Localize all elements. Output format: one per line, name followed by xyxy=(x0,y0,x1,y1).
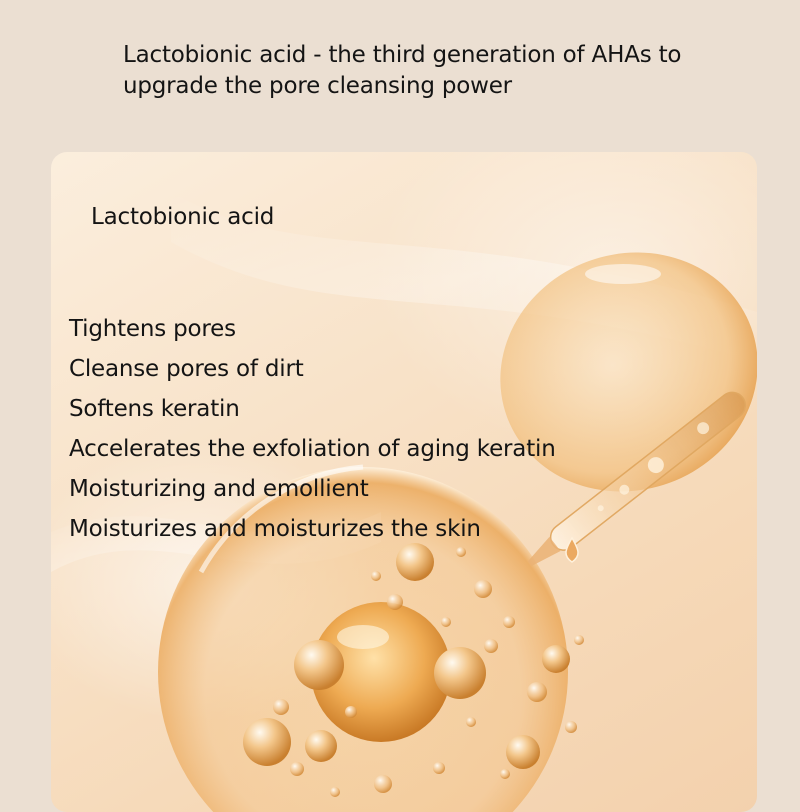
benefits-list xyxy=(69,312,556,552)
benefit-item: Cleanse pores of dirt xyxy=(69,356,304,382)
page-headline: Lactobionic acid - the third generation of AHAs to upgrade the pore cleansing power xyxy=(123,42,682,99)
card-title: Lactobionic acid xyxy=(91,204,275,230)
benefit-item: Accelerates the exfoliation of aging keratin xyxy=(69,436,556,462)
benefit-item: Tightens pores xyxy=(69,316,236,342)
ingredient-card xyxy=(51,152,757,812)
benefit-item: Softens keratin xyxy=(69,396,240,422)
benefit-item: Moisturizes and moisturizes the skin xyxy=(69,516,481,542)
benefit-item: Moisturizing and emollient xyxy=(69,476,369,502)
